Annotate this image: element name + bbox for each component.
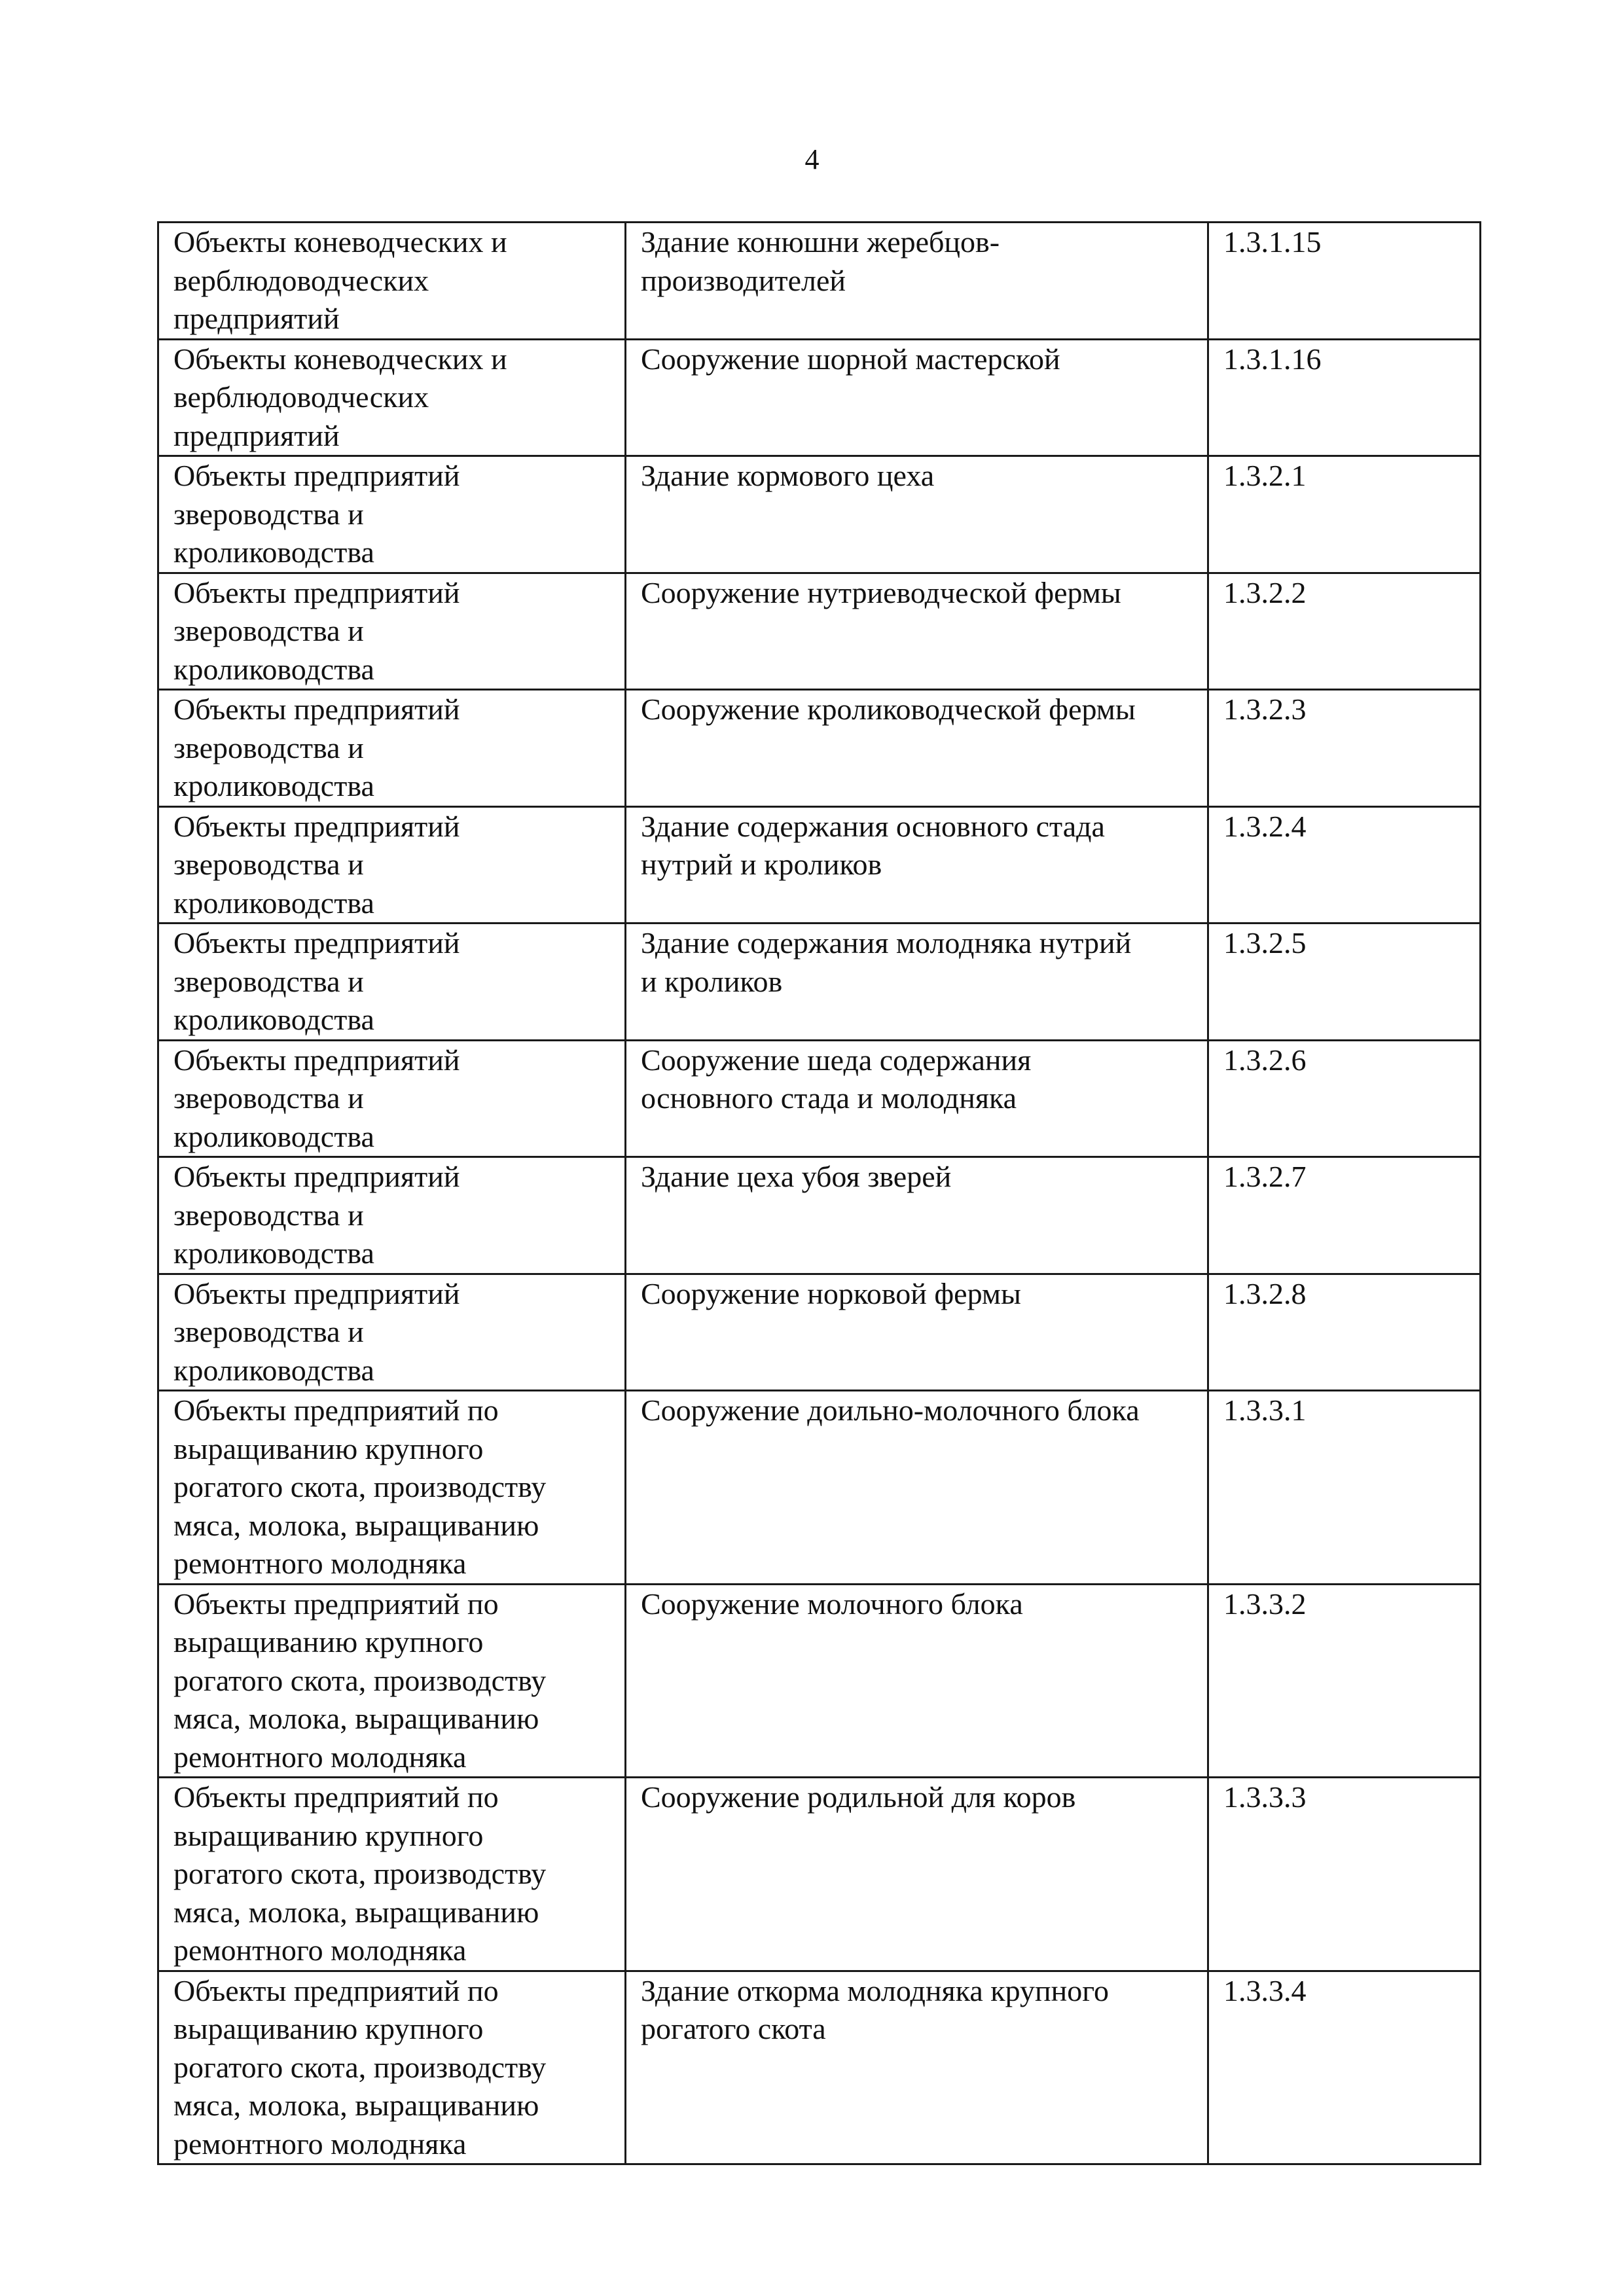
code-cell: 1.3.2.4: [1208, 806, 1481, 924]
table-row: [158, 573, 1481, 690]
category-cell: Объекты предприятий звероводства и кролиководства: [158, 1274, 626, 1391]
table-row: [158, 456, 1481, 573]
code-cell: 1.3.3.1: [1208, 1391, 1481, 1585]
table-row: [158, 1971, 1481, 2164]
table-row: [158, 1274, 1481, 1391]
category-cell: Объекты предприятий звероводства и кролиководства: [158, 806, 626, 924]
object-name-cell: Здание откорма молодняка крупного рогатого скота: [626, 1971, 1208, 2164]
page-number: 4: [804, 143, 820, 175]
table-row: [158, 1584, 1481, 1778]
object-name-cell: Здание содержания молодняка нутрий и кроликов: [626, 924, 1208, 1041]
object-name-cell: Сооружение родильной для коров: [626, 1778, 1208, 1971]
category-cell: Объекты предприятий по выращиванию крупного рогатого скота, производству мяса, молока, выращиванию ремонтного молодняка: [158, 1584, 626, 1778]
object-name-cell: Сооружение молочного блока: [626, 1584, 1208, 1778]
object-name-cell: Сооружение нутриеводческой фермы: [626, 573, 1208, 690]
category-cell: Объекты предприятий звероводства и кролиководства: [158, 1157, 626, 1274]
category-cell: Объекты предприятий по выращиванию крупного рогатого скота, производству мяса, молока, выращиванию ремонтного молодняка: [158, 1971, 626, 2164]
object-name-cell: Здание конюшни жеребцов- производителей: [626, 223, 1208, 340]
code-cell: 1.3.1.15: [1208, 223, 1481, 340]
table-row: [158, 223, 1481, 340]
table-row: [158, 924, 1481, 1041]
object-name-cell: Сооружение шеда содержания основного стада и молодняка: [626, 1040, 1208, 1157]
code-cell: 1.3.1.16: [1208, 339, 1481, 456]
table-row: [158, 1040, 1481, 1157]
object-name-cell: Сооружение шорной мастерской: [626, 339, 1208, 456]
code-cell: 1.3.2.3: [1208, 690, 1481, 807]
code-cell: 1.3.2.1: [1208, 456, 1481, 573]
code-cell: 1.3.2.8: [1208, 1274, 1481, 1391]
table-row: [158, 690, 1481, 807]
category-cell: Объекты коневодческих и верблюдоводческих предприятий: [158, 339, 626, 456]
table-row: [158, 339, 1481, 456]
category-cell: Объекты коневодческих и верблюдоводческих предприятий: [158, 223, 626, 340]
object-name-cell: Здание кормового цеха: [626, 456, 1208, 573]
object-name-cell: Сооружение доильно-молочного блока: [626, 1391, 1208, 1585]
category-cell: Объекты предприятий по выращиванию крупного рогатого скота, производству мяса, молока, выращиванию ремонтного молодняка: [158, 1391, 626, 1585]
category-cell: Объекты предприятий по выращиванию крупного рогатого скота, производству мяса, молока, выращиванию ремонтного молодняка: [158, 1778, 626, 1971]
table-row: [158, 1391, 1481, 1585]
objects-table: [157, 221, 1481, 2165]
code-cell: 1.3.2.6: [1208, 1040, 1481, 1157]
code-cell: 1.3.3.4: [1208, 1971, 1481, 2164]
object-name-cell: Сооружение кролиководческой фермы: [626, 690, 1208, 807]
table-row: [158, 806, 1481, 924]
category-cell: Объекты предприятий звероводства и кролиководства: [158, 924, 626, 1041]
code-cell: 1.3.3.2: [1208, 1584, 1481, 1778]
object-name-cell: Здание содержания основного стада нутрий и кроликов: [626, 806, 1208, 924]
table-row: [158, 1157, 1481, 1274]
code-cell: 1.3.2.5: [1208, 924, 1481, 1041]
object-name-cell: Сооружение норковой фермы: [626, 1274, 1208, 1391]
code-cell: 1.3.2.2: [1208, 573, 1481, 690]
category-cell: Объекты предприятий звероводства и кролиководства: [158, 690, 626, 807]
category-cell: Объекты предприятий звероводства и кролиководства: [158, 573, 626, 690]
code-cell: 1.3.2.7: [1208, 1157, 1481, 1274]
category-cell: Объекты предприятий звероводства и кролиководства: [158, 456, 626, 573]
category-cell: Объекты предприятий звероводства и кролиководства: [158, 1040, 626, 1157]
table-row: [158, 1778, 1481, 1971]
object-name-cell: Здание цеха убоя зверей: [626, 1157, 1208, 1274]
code-cell: 1.3.3.3: [1208, 1778, 1481, 1971]
